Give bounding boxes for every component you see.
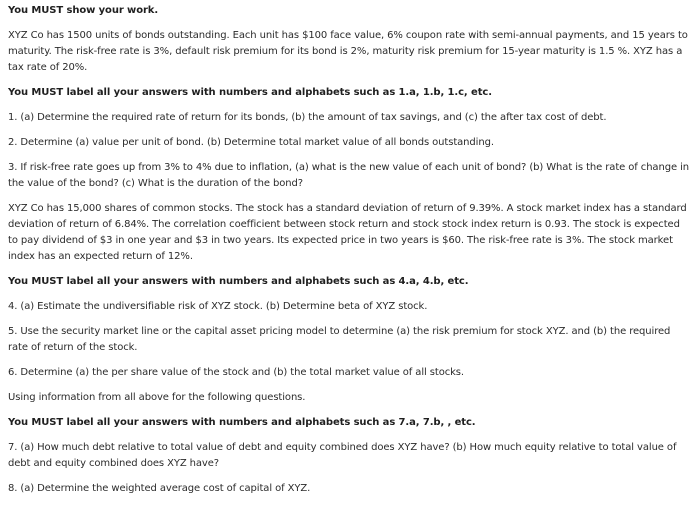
instruction-label-answers-7: You MUST label all your answers with numbers and alphabets such as 7.a, 7.b, , etc.: [8, 417, 476, 428]
instruction-label-answers-1: You MUST label all your answers with numbers and alphabets such as 1.a, 1.b, 1.c, etc.: [8, 87, 492, 98]
question-5: 5. Use the security market line or the capital asset pricing model to determine (a) the risk premium for stock XYZ. and (b) the required rate of return of the stock.: [8, 326, 671, 353]
instruction-show-work: You MUST show your work.: [8, 5, 159, 16]
bond-scenario-paragraph: XYZ Co has 1500 units of bonds outstanding. Each unit has $100 face value, 6% coupon rate with semi-annual payments, and 15 years to maturity. The risk-free rate is 3%, default risk premium for its bond is 2%, maturity risk premium for 15-year maturity is 1.5 %. XYZ has a tax rate of 20%.: [8, 30, 688, 73]
combined-info-note: Using information from all above for the following questions.: [8, 392, 306, 403]
question-4: 4. (a) Estimate the undiversifiable risk of XYZ stock. (b) Determine beta of XYZ stock.: [8, 301, 428, 312]
instruction-label-answers-4: You MUST label all your answers with numbers and alphabets such as 4.a, 4.b, etc.: [8, 276, 469, 287]
question-1: 1. (a) Determine the required rate of return for its bonds, (b) the amount of tax savings, and (c) the after tax cost of debt.: [8, 112, 607, 123]
question-6: 6. Determine (a) the per share value of the stock and (b) the total market value of all stocks.: [8, 367, 464, 378]
question-2: 2. Determine (a) value per unit of bond. (b) Determine total market value of all bonds outstanding.: [8, 137, 494, 148]
stock-scenario-paragraph: XYZ Co has 15,000 shares of common stocks. The stock has a standard deviation of return of 9.39%. A stock market index has a standard deviation of return of 6.84%. The correlation coefficient between stock return and stock stock index return is 0.93. The stock is expected to pay dividend of $3 in one year and $3 in two years. Its expected price in two years is $60. The risk-free rate is 3%. The stock market index has an expected return of 12%.: [8, 203, 687, 262]
question-7: 7. (a) How much debt relative to total value of debt and equity combined does XYZ have? (b) How much equity relative to total value of debt and equity combined does XYZ have?: [8, 442, 677, 469]
question-3: 3. If risk-free rate goes up from 3% to 4% due to inflation, (a) what is the new value of each unit of bond? (b) What is the rate of change in the value of the bond? (c) What is the duration of the bond?: [8, 162, 689, 189]
question-8: 8. (a) Determine the weighted average cost of capital of XYZ.: [8, 483, 311, 494]
